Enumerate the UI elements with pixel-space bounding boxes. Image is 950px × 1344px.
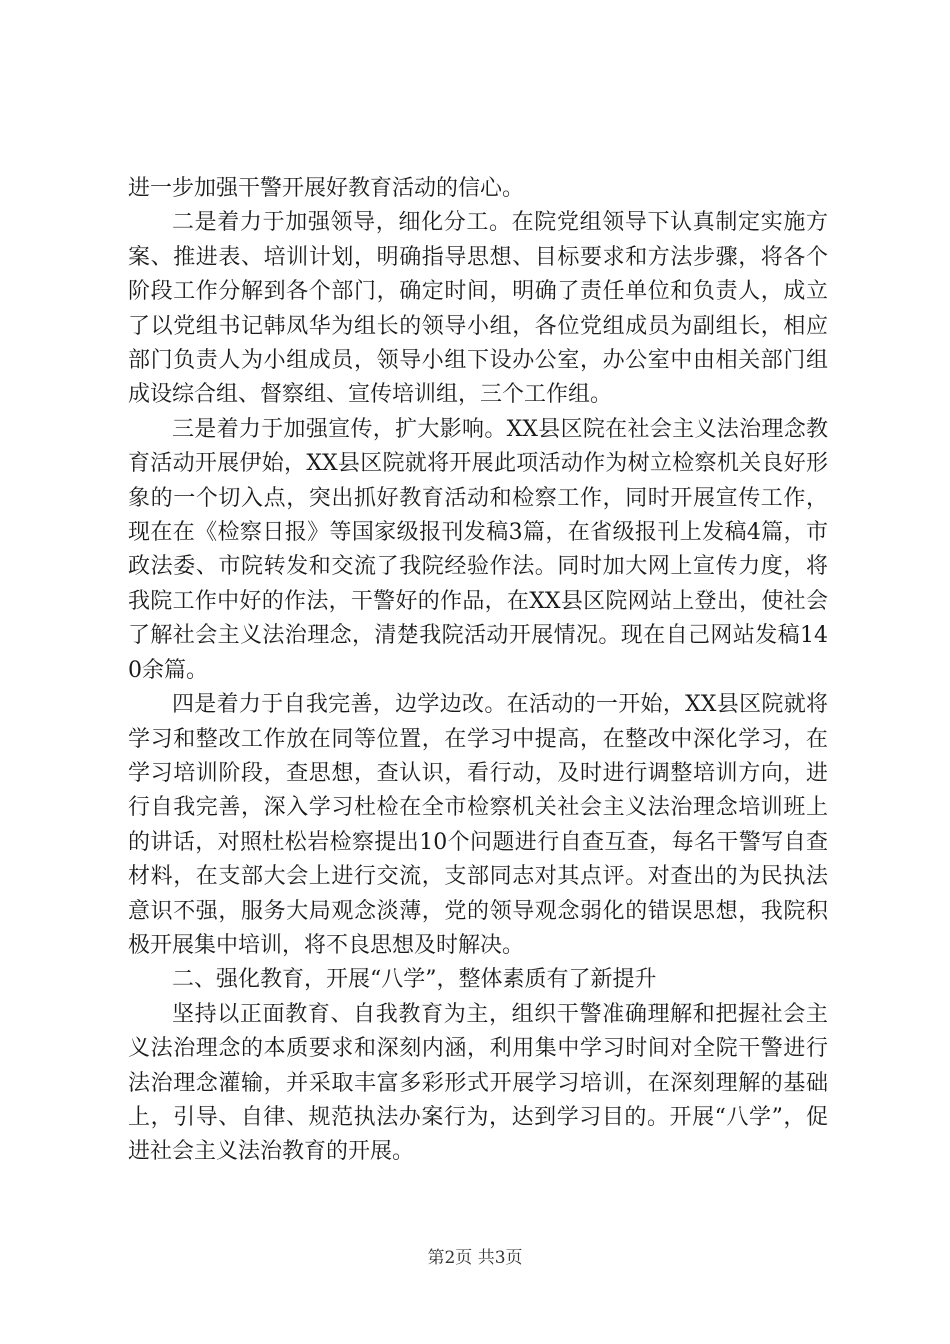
- paragraph-self-improvement: 四是着力于自我完善，边学边改。在活动的一开始，XX县区院就将学习和整改工作放在同等位置，在学习中提高，在整改中深化学习，在学习培训阶段，查思想，查认识，看行动，及时进行调整培训方向，进行自我完善，深入学习杜检在全市检察机关社会主义法治理念培训班上的讲话，对照杜松岩检察提出10个问题进行自查互查，每名干警写自查材料，在支部大会上进行交流，支部同志对其点评。对查出的为民执法意识不强，服务大局观念淡薄，党的领导观念弱化的错误思想，我院积极开展集中培训，将不良思想及时解决。: [128, 692, 828, 958]
- document-body: [128, 172, 828, 1170]
- section-heading: 二、强化教育，开展“八学”，整体素质有了新提升: [172, 967, 657, 993]
- paragraph-education: 坚持以正面教育、自我教育为主，组织干警准确理解和把握社会主义法治理念的本质要求和深刻内涵，利用集中学习时间对全院干警进行法治理念灌输，并采取丰富多彩形式开展学习培训，在深刻理解的基础上，引导、自律、规范执法办案行为，达到学习目的。开展“八学”，促进社会主义法治教育的开展。: [128, 1001, 828, 1165]
- paragraph-leadership: 二是着力于加强领导，细化分工。在院党组领导下认真制定实施方案、推进表、培训计划，明确指导思想、目标要求和方法步骤，将各个阶段工作分解到各个部门，确定时间，明确了责任单位和负责人，成立了以党组书记韩凤华为组长的领导小组，各位党组成员为副组长，相应部门负责人为小组成员，领导小组下设办公室，办公室中由相关部门组成设综合组、督察组、宣传培训组，三个工作组。: [128, 210, 828, 408]
- paragraph-publicity: 三是着力于加强宣传，扩大影响。XX县区院在社会主义法治理念教育活动开展伊始，XX县区院就将开展此项活动作为树立检察机关良好形象的一个切入点，突出抓好教育活动和检察工作，同时开展宣传工作，现在在《检察日报》等国家级报刊发稿3篇，在省级报刊上发稿4篇，市政法委、市院转发和交流了我院经验作法。同时加大网上宣传力度，将我院工作中好的作法，干警好的作品，在XX县区院网站上登出，使社会了解社会主义法治理念，清楚我院活动开展情况。现在自己网站发稿140余篇。: [128, 416, 828, 683]
- paragraph-continuation: 进一步加强干警开展好教育活动的信心。: [128, 176, 525, 201]
- page-footer: 第2页 共3页: [427, 1248, 523, 1268]
